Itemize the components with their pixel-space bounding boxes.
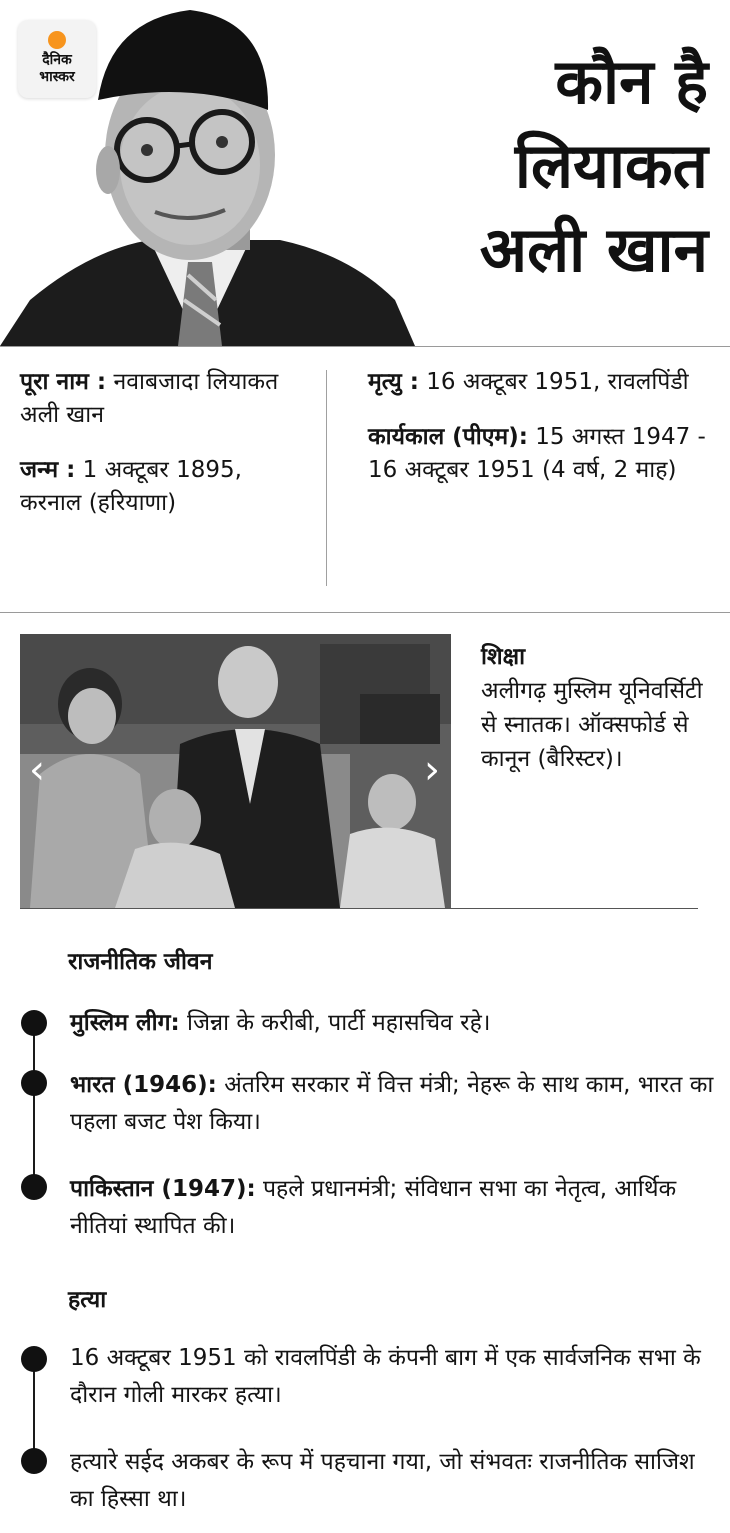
info-right-column <box>368 366 708 509</box>
death-block <box>368 366 708 399</box>
political-life-heading: राजनीतिक जीवन <box>68 949 213 975</box>
education-text: अलीगढ़ मुस्लिम यूनिवर्सिटी से स्नातक। ऑक्सफोर्ड से कानून (बैरिस्टर)। <box>481 678 703 772</box>
item-text: जिन्ना के करीबी, पार्टी महासचिव रहे। <box>187 1010 491 1036</box>
logo-text-line1: दैनिक <box>42 52 72 68</box>
item-text: पहले प्रधानमंत्री; संविधान सभा का नेतृत्व, आर्थिक नीतियां स्थापित की। <box>70 1176 677 1239</box>
birth-block <box>20 454 310 520</box>
item-label: पाकिस्तान (1947): <box>70 1176 256 1202</box>
tenure-label: कार्यकाल (पीएम): <box>368 424 528 450</box>
chevron-right-icon[interactable]: › <box>424 747 440 793</box>
death-label: मृत्यु : <box>368 369 419 395</box>
education-heading: शिक्षा <box>481 644 526 670</box>
assassination-heading: हत्या <box>68 1287 107 1313</box>
political-timeline-line <box>33 1022 35 1190</box>
birth-value: 1 अक्टूबर 1895, करनाल (हरियाणा) <box>20 457 242 516</box>
family-photo <box>20 634 451 908</box>
dainik-bhaskar-logo <box>18 20 96 98</box>
full-name-block <box>20 366 310 432</box>
birth-label: जन्म : <box>20 457 76 483</box>
page-title <box>348 40 708 292</box>
item-text: अंतरिम सरकार में वित्त मंत्री; नेहरू के साथ काम, भारत का पहला बजट पेश किया। <box>70 1072 714 1135</box>
info-column-divider <box>326 370 327 586</box>
tenure-value: 15 अगस्त 1947 - 16 अक्टूबर 1951 (4 वर्ष, 2 माह) <box>368 424 706 483</box>
tenure-block <box>368 421 708 487</box>
family-photo-carousel <box>20 634 451 908</box>
photo-divider <box>20 908 698 909</box>
political-item-3 <box>70 1171 720 1245</box>
logo-text-line2: भास्कर <box>39 69 75 85</box>
title-line2: लियाकत <box>514 129 708 202</box>
timeline-dot <box>21 1174 47 1200</box>
timeline-dot <box>21 1010 47 1036</box>
timeline-dot <box>21 1346 47 1372</box>
item-label: भारत (1946): <box>70 1072 217 1098</box>
title-line3: अली खान <box>479 213 708 286</box>
timeline-dot <box>21 1070 47 1096</box>
info-left-column <box>20 366 310 542</box>
death-value: 16 अक्टूबर 1951, रावलपिंडी <box>426 369 689 395</box>
assassination-item-2: हत्यारे सईद अकबर के रूप में पहचाना गया, जो संभवतः राजनीतिक साजिश का हिस्सा था। <box>70 1449 695 1512</box>
education-block <box>481 640 721 776</box>
political-item-2 <box>70 1067 720 1141</box>
full-name-value: नवाबजादा लियाकत अली खान <box>20 369 279 428</box>
political-item-1 <box>70 1005 720 1042</box>
chevron-left-icon[interactable]: ‹ <box>29 747 45 793</box>
timeline-dot <box>21 1448 47 1474</box>
assassination-timeline-line <box>33 1358 35 1460</box>
item-label: मुस्लिम लीग: <box>70 1010 180 1036</box>
divider-top <box>0 346 730 347</box>
full-name-label: पूरा नाम : <box>20 369 107 395</box>
assassination-item-1: 16 अक्टूबर 1951 को रावलपिंडी के कंपनी बाग में एक सार्वजनिक सभा के दौरान गोली मारकर हत्या। <box>70 1345 701 1408</box>
sun-icon <box>48 31 66 49</box>
divider-middle <box>0 612 730 613</box>
title-line1: कौन है <box>555 45 708 118</box>
